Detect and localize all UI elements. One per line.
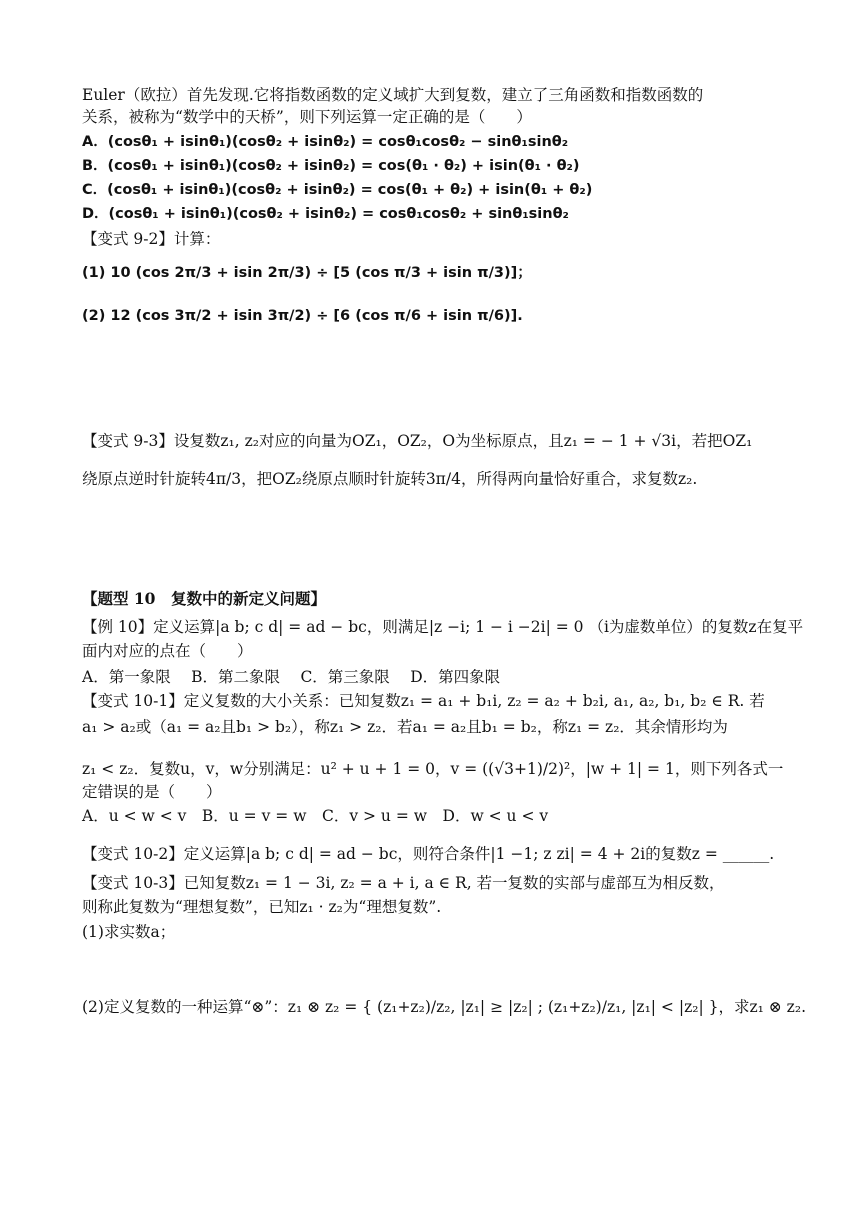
example-10-line-2: 面内对应的点在（ ） xyxy=(82,642,253,660)
variant-9-3-line-1: 【变式 9-3】设复数z₁, z₂对应的向量为OZ₁，OZ₂，O为坐标原点，且z₁ = − 1 + √3i，若把OZ₁ xyxy=(82,432,753,450)
variant-10-1-options: A．u < w < v B．u = v = w C．v > u = w D．w < u < v xyxy=(82,807,549,825)
variant-10-3-part-1: (1)求实数a； xyxy=(82,923,176,941)
variant-10-1-line-1: 【变式 10-1】定义复数的大小关系：已知复数z₁ = a₁ + b₁i, z₂ = a₂ + b₂i, a₁, a₂, b₁, b₂ ∈ R. 若 xyxy=(82,692,765,710)
variant-10-3-line-1: 【变式 10-3】已知复数z₁ = 1 − 3i, z₂ = a + i, a ∈ R, 若一复数的实部与虚部互为相反数， xyxy=(82,874,725,892)
example-10-options: A．第一象限 B．第二象限 C．第三象限 D．第四象限 xyxy=(82,668,501,686)
variant-10-1-line-4: 定错误的是（ ） xyxy=(82,783,222,801)
section-heading-type-10: 【题型 10 复数中的新定义问题】 xyxy=(82,589,326,608)
variant-10-1-line-2: a₁ > a₂或（a₁ = a₂且b₁ > b₂），称z₁ > z₂．若a₁ = a₂且b₁ = b₂，称z₁ = z₂．其余情形均为 xyxy=(82,718,728,736)
option-a: A．(cosθ₁ + isinθ₁)(cosθ₂ + isinθ₂) = cosθ₁cosθ₂ − sinθ₁sinθ₂ xyxy=(82,134,569,150)
option-c: C．(cosθ₁ + isinθ₁)(cosθ₂ + isinθ₂) = cos(θ₁ + θ₂) + isin(θ₁ + θ₂) xyxy=(82,182,593,198)
variant-9-3-line-2: 绕原点逆时针旋转4π/3，把OZ₂绕原点顺时针旋转3π/4，所得两向量恰好重合，求复数z₂. xyxy=(82,470,698,488)
option-b: B．(cosθ₁ + isinθ₁)(cosθ₂ + isinθ₂) = cos(θ₁ · θ₂) + isin(θ₁ · θ₂) xyxy=(82,158,580,174)
option-d: D．(cosθ₁ + isinθ₁)(cosθ₂ + isinθ₂) = cosθ₁cosθ₂ + sinθ₁sinθ₂ xyxy=(82,206,569,222)
variant-10-2-line: 【变式 10-2】定义运算|a b; c d| = ad − bc，则符合条件|1 −1; z zi| = 4 + 2i的复数z = ______. xyxy=(82,845,775,863)
variant-10-3-part-2: (2)定义复数的一种运算“⊗”：z₁ ⊗ z₂ = { (z₁+z₂)/z₂, |z₁| ≥ |z₂| ; (z₁+z₂)/z₁, |z₁| < |z₂| }，求z₁ ⊗ z₂. xyxy=(82,998,806,1016)
example-10-line-1: 【例 10】定义运算|a b; c d| = ad − bc，则满足|z −i; 1 − i −2i| = 0 （i为虚数单位）的复数z在复平 xyxy=(82,618,804,636)
variant-9-2-heading: 【变式 9-2】计算： xyxy=(82,230,221,248)
variant-9-2-item-2: (2) 12 (cos 3π/2 + isin 3π/2) ÷ [6 (cos π/6 + isin π/6)]. xyxy=(82,308,523,324)
variant-10-3-line-2: 则称此复数为“理想复数”，已知z₁ · z₂为“理想复数”. xyxy=(82,898,442,916)
problem-euler-line-1: Euler（欧拉）首先发现.它将指数函数的定义域扩大到复数，建立了三角函数和指数函数的 xyxy=(82,86,704,104)
variant-9-2-item-1: (1) 10 (cos 2π/3 + isin 2π/3) ÷ [5 (cos π/3 + isin π/3)]； xyxy=(82,265,532,281)
problem-euler-line-2: 关系，被称为“数学中的天桥”，则下列运算一定正确的是（ ） xyxy=(82,108,532,126)
variant-10-1-line-3: z₁ < z₂．复数u，v，w分别满足：u² + u + 1 = 0，v = ((√3+1)/2)²，|w + 1| = 1，则下列各式一 xyxy=(82,760,784,778)
